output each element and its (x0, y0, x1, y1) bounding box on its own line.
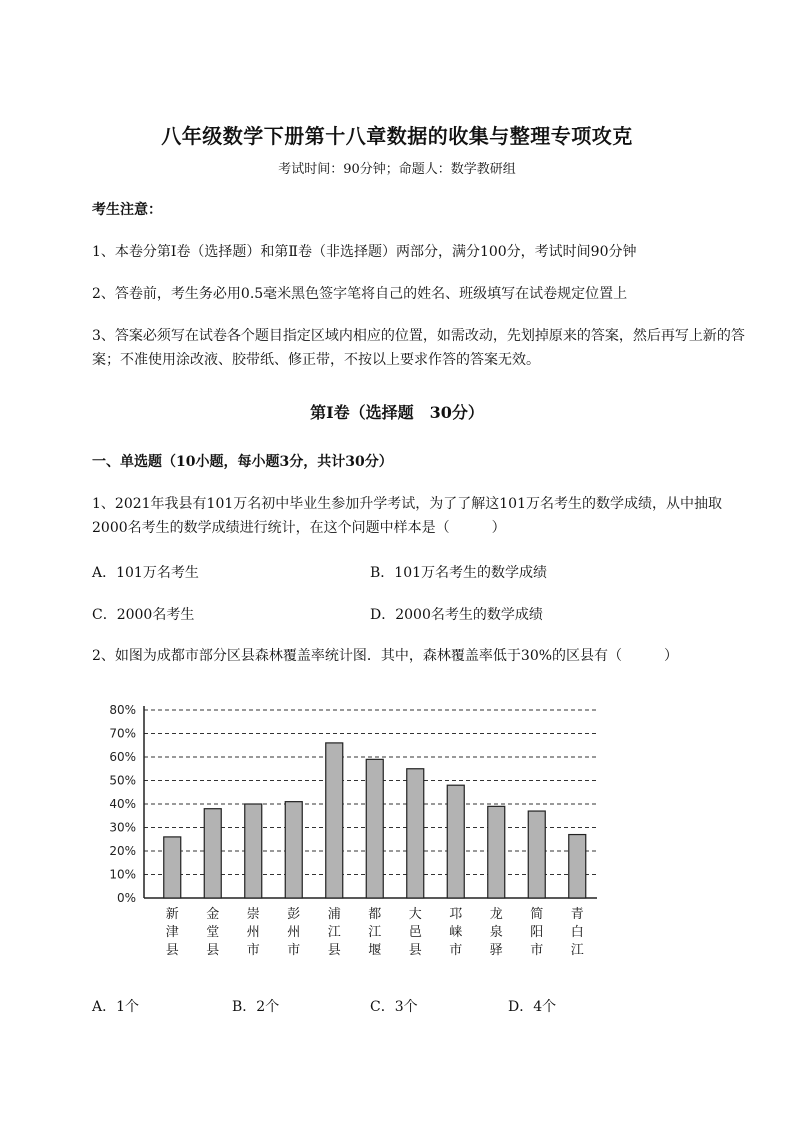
y-tick-label: 10% (109, 867, 136, 882)
notice-item-2: 2、答卷前，考生务必用0.5毫米黑色签字笔将自己的姓名、班级填写在试卷规定位置上 (92, 286, 628, 302)
x-tick-label: 江 (327, 925, 341, 940)
question-2-stem: 2、如图为成都市部分区县森林覆盖率统计图．其中，森林覆盖率低于30%的区县有（ ） (92, 648, 679, 664)
x-tick-label: 县 (165, 943, 179, 958)
x-tick-label: 浦 (327, 907, 341, 922)
bar (447, 785, 464, 898)
bar (164, 837, 181, 898)
x-tick-label: 津 (165, 925, 179, 940)
q2-option-b[interactable]: B．2个 (232, 999, 280, 1015)
bar (366, 759, 383, 898)
x-tick-label: 江 (368, 925, 382, 940)
q2-option-c[interactable]: C．3个 (370, 999, 418, 1015)
x-tick-label: 新 (165, 907, 179, 922)
x-tick-label: 崃 (449, 925, 463, 940)
x-tick-label: 都 (368, 907, 382, 922)
y-tick-label: 20% (109, 844, 136, 858)
x-tick-label: 州 (246, 925, 260, 940)
q2-option-a[interactable]: A．1个 (92, 999, 140, 1015)
x-tick-label: 市 (246, 943, 260, 958)
bar (569, 835, 586, 898)
bar (488, 806, 505, 898)
notice-item-1: 1、本卷分第I卷（选择题）和第Ⅱ卷（非选择题）两部分，满分100分，考试时间90分钟 (92, 244, 637, 260)
y-tick-label: 30% (109, 820, 136, 835)
x-tick-label: 市 (530, 943, 544, 958)
bar (528, 811, 545, 898)
x-tick-label: 驿 (489, 943, 503, 958)
x-tick-label: 县 (327, 943, 341, 958)
q1-option-d[interactable]: D．2000名考生的数学成绩 (370, 607, 543, 623)
forest-coverage-bar-chart (92, 696, 612, 966)
x-tick-label: 崇 (246, 907, 260, 922)
x-tick-label: 大 (408, 907, 422, 922)
x-tick-label: 邑 (408, 925, 422, 940)
part-title: 一、单选题（10小题，每小题3分，共计30分） (92, 454, 393, 470)
section-title: 第I卷（选择题 30分） (310, 403, 484, 422)
notice-heading: 考生注意： (92, 202, 162, 218)
x-tick-label: 泉 (489, 925, 503, 940)
exam-info: 考试时间：90分钟；命题人：数学教研组 (278, 162, 516, 177)
x-tick-label: 堂 (206, 925, 220, 940)
x-tick-label: 市 (449, 943, 463, 958)
y-tick-label: 0% (116, 891, 136, 905)
x-tick-label: 江 (570, 943, 584, 958)
q2-option-d[interactable]: D．4个 (508, 999, 557, 1015)
q1-option-c[interactable]: C．2000名考生 (92, 607, 195, 623)
x-tick-label: 县 (408, 943, 422, 958)
x-tick-label: 白 (570, 925, 584, 940)
x-tick-label: 市 (287, 943, 301, 958)
x-tick-label: 州 (287, 925, 301, 940)
y-tick-label: 60% (109, 750, 136, 764)
bar (407, 769, 424, 898)
q1-option-b[interactable]: B．101万名考生的数学成绩 (370, 565, 548, 581)
x-tick-label: 彭 (287, 907, 301, 922)
bar (285, 802, 302, 898)
notice-item-3: 3、答案必须写在试卷各个题目指定区域内相应的位置，如需改动，先划掉原来的答案，然后再写上新的答案；不准使用涂改液、胶带纸、修正带，不按以上要求作答的答案无效。 (92, 328, 745, 368)
x-tick-label: 堰 (368, 943, 382, 958)
q1-option-a[interactable]: A．101万名考生 (92, 565, 199, 581)
x-tick-label: 金 (206, 907, 220, 922)
bar (326, 743, 343, 898)
x-tick-label: 简 (530, 907, 544, 922)
page-title: 八年级数学下册第十八章数据的收集与整理专项攻克 (161, 124, 633, 148)
bar (245, 804, 262, 898)
x-tick-label: 青 (570, 907, 584, 922)
x-tick-label: 邛 (449, 907, 463, 922)
x-tick-label: 龙 (489, 907, 503, 922)
y-tick-label: 80% (109, 703, 136, 717)
bar (204, 809, 221, 898)
x-tick-label: 阳 (530, 925, 544, 940)
y-tick-label: 70% (109, 726, 136, 741)
y-tick-label: 50% (109, 773, 136, 788)
question-1-stem: 1、2021年我县有101万名初中毕业生参加升学考试，为了了解这101万名考生的数学成绩，从中抽取2000名考生的数学成绩进行统计，在这个问题中样本是（ ） (92, 496, 722, 536)
x-tick-label: 县 (206, 943, 220, 958)
y-tick-label: 40% (109, 797, 136, 811)
